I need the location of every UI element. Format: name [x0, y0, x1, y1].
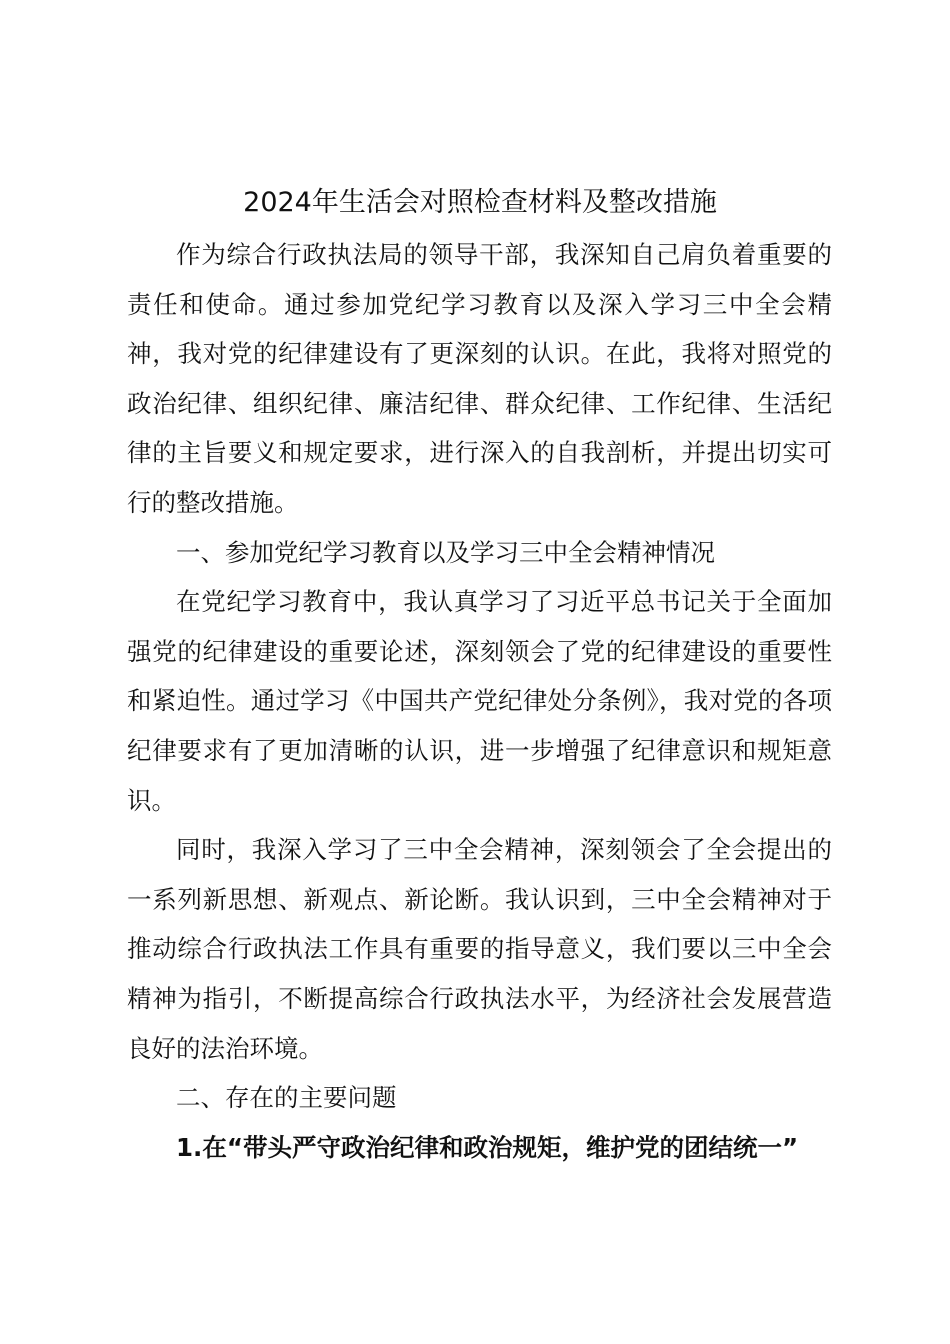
problem-subheading-1: 1.在“带头严守政治纪律和政治规矩，维护党的团结统一”: [176, 1132, 799, 1162]
study-paragraph-2: 同时，我深入学习了三中全会精神，深刻领会了全会提出的一系列新思想、新观点、新论断。我认识到，三中全会精神对于推动综合行政执法工作具有重要的指导意义，我们要以三中全会精神为指引，不断提高综合行政执法水平，为经济社会发展营造良好的法治环境。: [127, 835, 832, 1063]
document-title: 2024年生活会对照检查材料及整改措施: [243, 187, 717, 218]
section-heading-1: 一、参加党纪学习教育以及学习三中全会精神情况: [176, 537, 715, 567]
document-body: [127, 230, 832, 1172]
section-heading-2: 二、存在的主要问题: [176, 1083, 397, 1113]
study-paragraph-1: 在党纪学习教育中，我认真学习了习近平总书记关于全面加强党的纪律建设的重要论述，深刻领会了党的纪律建设的重要性和紧迫性。通过学习《中国共产党纪律处分条例》，我对党的各项纪律要求有了更加清晰的认识，进一步增强了纪律意识和规矩意识。: [127, 587, 832, 815]
intro-paragraph: 作为综合行政执法局的领导干部，我深知自己肩负着重要的责任和使命。通过参加党纪学习教育以及深入学习三中全会精神，我对党的纪律建设有了更深刻的认识。在此，我将对照党的政治纪律、组织纪律、廉洁纪律、群众纪律、工作纪律、生活纪律的主旨要义和规定要求，进行深入的自我剖析，并提出切实可行的整改措施。: [127, 240, 832, 517]
